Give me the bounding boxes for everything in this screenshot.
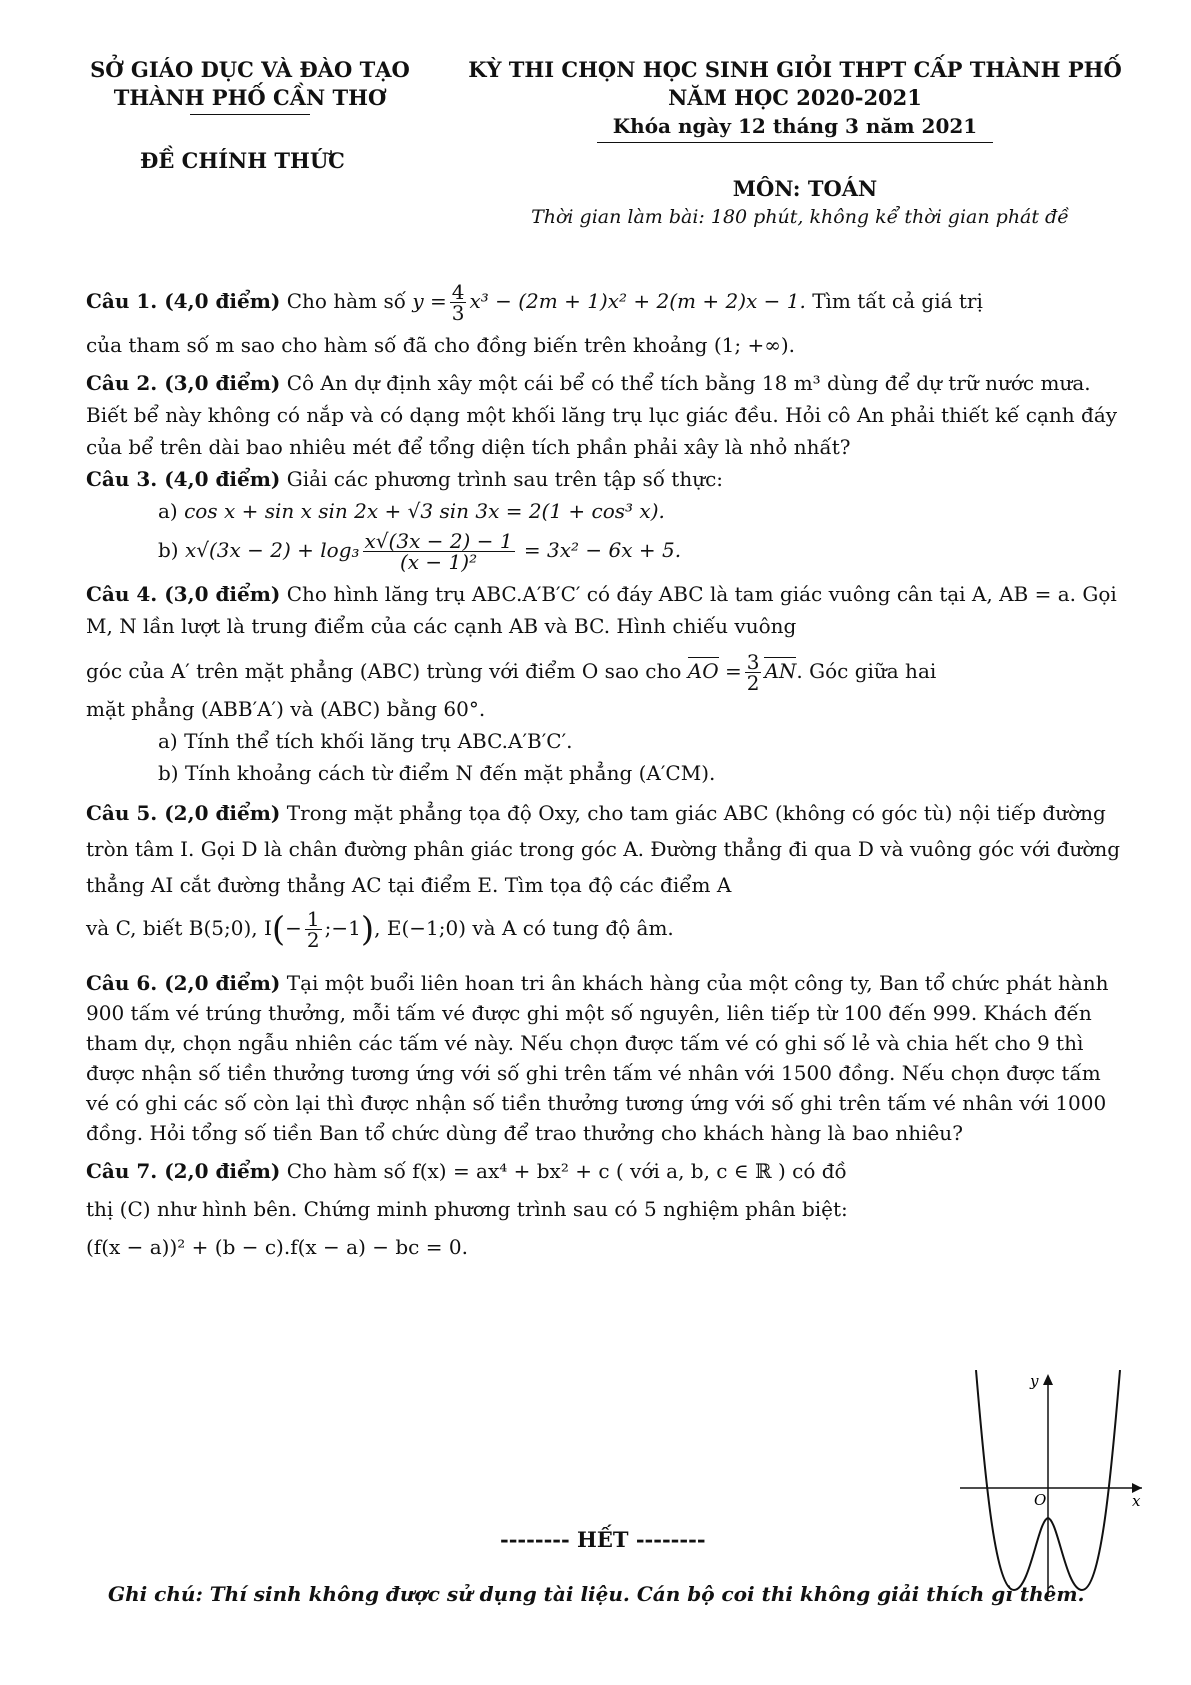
header-underline bbox=[190, 114, 310, 115]
minus-sign: − bbox=[285, 916, 302, 940]
function-graph bbox=[956, 1370, 1146, 1600]
question-4-text-1: Cho hình lăng trụ ABC.A′B′C′ có đáy ABC là tam giác vuông cân tại A, AB = a. Gọi M, N lần lượt là trung điểm của các cạnh AB và BC. Hình chiếu vuông bbox=[86, 582, 1117, 638]
question-4-label: Câu 4. (3,0 điểm) bbox=[86, 582, 281, 606]
x-axis-label: x bbox=[1132, 1492, 1141, 1510]
question-6-text: Tại một buổi liên hoan tri ân khách hàng của một công ty, Ban tổ chức phát hành 900 tấm vé trúng thưởng, mỗi tấm vé được ghi một số nguyên, liên tiếp từ 100 đến 999. Khách đến tham dự, chọn ngẫu nhiên các tấm vé này. Nếu chọn được tấm vé có ghi số lẻ và chia hết cho 9 thì được nhận số tiền thưởng tương ứng với số ghi trên tấm vé nhân với 1500 đồng. Nếu chọn được tấm vé có ghi các số còn lại thì được nhận số tiền thưởng tương ứng với số ghi trên tấm vé nhân với 1000 đồng. Hỏi tổng số tiền Ban tổ chức dùng để trao thưởng cho khách hàng là bao nhiêu? bbox=[86, 971, 1109, 1145]
question-3b bbox=[86, 531, 1126, 572]
question-5-label: Câu 5. (2,0 điểm) bbox=[86, 801, 281, 825]
question-2-text: Cô An dự định xây một cái bể có thể tích bằng 18 m³ dùng để dự trữ nước mưa. Biết bể này không có nắp và có dạng một khối lăng trụ lục giác đều. Hỏi cô An phải thiết kế cạnh đáy của bể trên dài bao nhiêu mét để tổng diện tích phần phải xây là nhỏ nhất? bbox=[86, 371, 1118, 459]
school-year: NĂM HỌC 2020-2021 bbox=[668, 85, 922, 110]
question-1-line-2: của tham số m sao cho hàm số đã cho đồng biến trên khoảng (1; +∞). bbox=[86, 333, 796, 357]
question-5-text-1: Trong mặt phẳng tọa độ Oxy, cho tam giác ABC (không có góc tù) nội tiếp đường tròn tâm I. Gọi D là chân đường phân giác trong góc A. Đường thẳng đi qua D và vuông góc với đường thẳng AI cắt đường thẳng AC tại điểm E. Tìm tọa độ các điểm A bbox=[86, 801, 1121, 897]
question-1-intro: Cho hàm số bbox=[286, 289, 406, 313]
question-5-text-2: và C, biết B(5;0), I bbox=[86, 916, 272, 940]
department-line-1: SỞ GIÁO DỤC VÀ ĐÀO TẠO bbox=[90, 57, 410, 82]
question-4-line-2 bbox=[86, 652, 1126, 693]
vector-ao: AO bbox=[687, 659, 719, 683]
department-line-2: THÀNH PHỐ CẦN THƠ bbox=[113, 85, 387, 110]
question-4-fraction bbox=[745, 652, 762, 693]
fraction-denominator: 2 bbox=[746, 671, 760, 695]
question-3b-label: b) bbox=[158, 538, 179, 562]
origin-label: O bbox=[1034, 1491, 1047, 1509]
exam-duration: Thời gian làm bài: 180 phút, không kể thời gian phát đề bbox=[531, 206, 1069, 228]
footer-note: Ghi chú: Thí sinh không được sử dụng tài liệu. Cán bộ coi thi không giải thích gì thêm. bbox=[108, 1582, 1085, 1606]
question-3-text: Giải các phương trình sau trên tập số thực: bbox=[286, 467, 724, 491]
exam-date: Khóa ngày 12 tháng 3 năm 2021 bbox=[597, 112, 993, 143]
question-4a: a) Tính thể tích khối lăng trụ ABC.A′B′C′. bbox=[158, 729, 573, 753]
paren-close: ) bbox=[360, 909, 375, 950]
question-7-label: Câu 7. (2,0 điểm) bbox=[86, 1159, 281, 1183]
question-4b: b) Tính khoảng cách từ điểm N đến mặt phẳng (A′CM). bbox=[158, 761, 716, 785]
fraction-numerator: x√(3x − 2) − 1 bbox=[364, 529, 513, 553]
question-3b-pre: x√(3x − 2) + log₃ bbox=[184, 538, 360, 562]
exam-title: KỲ THI CHỌN HỌC SINH GIỎI THPT CẤP THÀNH PHỐ bbox=[468, 57, 1122, 82]
question-5-fraction bbox=[305, 909, 322, 950]
paren-open: ( bbox=[271, 909, 286, 950]
question-3a-equation: cos x + sin x sin 2x + √3 sin 3x = 2(1 + cos³ x). bbox=[184, 499, 665, 523]
question-2 bbox=[86, 367, 1126, 463]
question-1-fraction bbox=[450, 282, 467, 323]
question-3b-fraction bbox=[363, 531, 515, 572]
question-4 bbox=[86, 578, 1126, 642]
question-6 bbox=[86, 968, 1126, 1148]
fraction-numerator: 4 bbox=[451, 280, 465, 304]
department-header bbox=[70, 56, 430, 115]
end-marker: -------- HẾT -------- bbox=[500, 1527, 706, 1552]
question-1-eq-b: x³ − (2m + 1)x² + 2(m + 2)x − 1. bbox=[469, 289, 806, 313]
fraction-denominator: 3 bbox=[451, 301, 465, 325]
question-3-label: Câu 3. (4,0 điểm) bbox=[86, 467, 281, 491]
fraction-denominator: 2 bbox=[306, 928, 320, 952]
question-3b-post: = 3x² − 6x + 5. bbox=[523, 538, 682, 562]
question-5-text-3: , E(−1;0) và A có tung độ âm. bbox=[374, 916, 674, 940]
question-1-task: Tìm tất cả giá trị bbox=[812, 289, 983, 313]
question-7-text: Cho hàm số f(x) = ax⁴ + bx² + c ( với a, b, c ∈ ℝ ) có đồ thị (C) như hình bên. Chứng minh phương trình sau có 5 nghiệm phân biệt: (f(x − a))² + (b − c).f(x − a) − bc = 0. bbox=[86, 1159, 848, 1259]
question-7 bbox=[86, 1152, 876, 1266]
questions-body bbox=[86, 282, 1126, 1266]
question-3 bbox=[86, 463, 1126, 495]
question-3a bbox=[86, 495, 1126, 527]
question-6-label: Câu 6. (2,0 điểm) bbox=[86, 971, 281, 995]
fraction-numerator: 3 bbox=[746, 650, 760, 674]
subject-title: MÔN: TOÁN bbox=[732, 176, 878, 201]
question-4-equals: = bbox=[724, 659, 742, 683]
fraction-numerator: 1 bbox=[306, 907, 320, 931]
question-3a-label: a) bbox=[158, 499, 178, 523]
question-4-text-3: . Góc giữa hai bbox=[796, 659, 937, 683]
coord-rest: ;−1 bbox=[324, 916, 361, 940]
question-5 bbox=[86, 795, 1126, 903]
question-4-line-3: mặt phẳng (ABB′A′) và (ABC) bằng 60°. bbox=[86, 697, 486, 721]
question-1-eq-a: y = bbox=[412, 289, 447, 313]
y-axis-label: y bbox=[1030, 1372, 1039, 1390]
y-axis-arrow bbox=[1043, 1374, 1053, 1385]
question-5-line-last bbox=[86, 909, 1126, 950]
fraction-denominator: (x − 1)² bbox=[399, 550, 478, 574]
question-1-label: Câu 1. (4,0 điểm) bbox=[86, 289, 281, 313]
question-2-label: Câu 2. (3,0 điểm) bbox=[86, 371, 281, 395]
question-1 bbox=[86, 282, 1126, 323]
question-4-text-2: góc của A′ trên mặt phẳng (ABC) trùng với điểm O sao cho bbox=[86, 659, 682, 683]
exam-header bbox=[440, 56, 1150, 143]
official-label: ĐỀ CHÍNH THỨC bbox=[140, 148, 345, 173]
vector-an: AN bbox=[764, 659, 797, 683]
